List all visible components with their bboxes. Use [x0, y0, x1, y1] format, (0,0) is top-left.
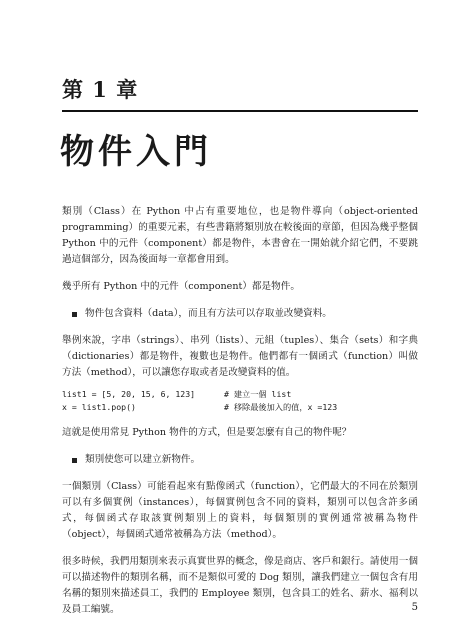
- code-block: [62, 388, 418, 413]
- bullet-icon: [72, 458, 77, 463]
- bullet-text: 物件包含資料（data），而且有方法可以存取並改變資料。: [85, 308, 332, 319]
- example-paragraph: 舉例來說，字串（strings）、串列（lists）、元組（tuples）、集合（sets）和字典（dictionaries）都是物件，複數也是物件。他們都有一個函式（function）叫做方法（method），可以讓您存取或者是改變資料的值。: [62, 335, 418, 378]
- code-text: list1 = [5, 20, 15, 6, 123]: [62, 389, 196, 399]
- bullet-item: [72, 306, 418, 322]
- bullet-icon: [72, 312, 77, 317]
- chapter-label: 第 1 章: [62, 77, 139, 102]
- question-paragraph: 這就是使用常見 Python 物件的方式，但是要怎麼有自己的物件呢？: [62, 427, 352, 438]
- page-number: 5: [411, 602, 418, 613]
- chapter-body: [62, 204, 418, 629]
- code-text: x = list1.pop(): [62, 401, 136, 412]
- chapter-title: 物件入門: [60, 132, 212, 172]
- code-line: [62, 401, 418, 414]
- code-comment: # 建立一個 list: [224, 389, 292, 399]
- code-line: [62, 388, 418, 401]
- class-paragraph: 一個類別（Class）可能看起來有點像函式（function），它們最大的不同在於類別可以有多個實例（instances），每個實例包含不同的資料，類別可以包含許多函式，每個函式存取該實例類別上的資料，每個類別的實例通常被稱為物件（object），每個函式通常被稱為方法（method）。: [62, 481, 418, 540]
- realworld-paragraph: 很多時候，我們用類別來表示真實世界的概念，像是商店、客戶和銀行。請使用一個可以描述物件的類別名稱，而不是類似可愛的 Dog 類別，讓我們建立一個包含有用名稱的類別來描述員工，我們的 Employee 類別，包含員工的姓名、薪水、福利以及員工編號。: [62, 556, 418, 615]
- bullet-text: 類別使您可以建立新物件。: [85, 454, 201, 465]
- intro-paragraph: 類別（Class）在 Python 中占有重要地位，也是物件導向（object-oriented programming）的重要元素，有些書籍將類別放在較後面的章節，但因為幾乎整個 Python 中的元件（component）都是物件，本書會在一開始就介紹它們，不要跳過這個部分，因為後面每一章都會用到。: [62, 206, 418, 265]
- chapter-divider: [62, 110, 418, 112]
- bullet-item: [72, 452, 418, 468]
- code-comment: # 移除最後加入的值，x =123: [224, 401, 338, 412]
- components-paragraph: 幾乎所有 Python 中的元件（component）都是物件。: [62, 281, 300, 292]
